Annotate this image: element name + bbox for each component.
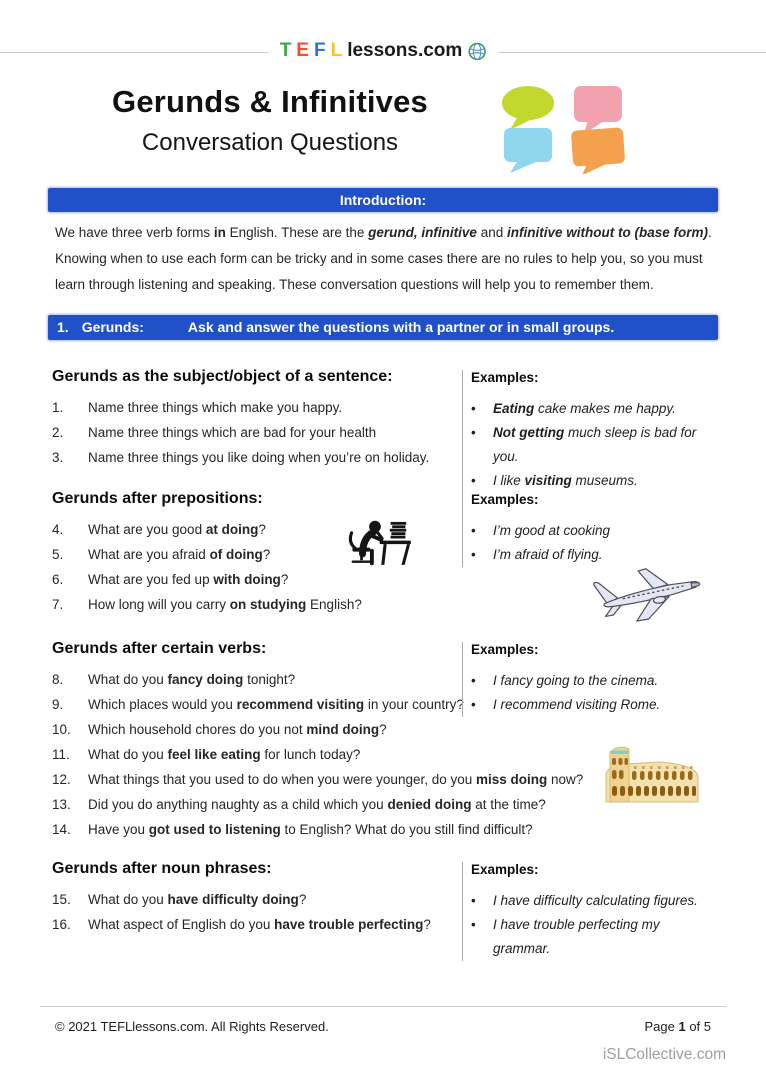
question-text: Name three things which are bad for your health — [88, 425, 377, 440]
example-text: Eating cake makes me happy. — [493, 401, 676, 416]
question-text: Which household chores do you not mind doing? — [88, 722, 387, 737]
bullet-icon: • — [471, 523, 476, 538]
example-text: I’m afraid of flying. — [493, 547, 603, 562]
examples-block — [462, 642, 714, 717]
bubble-orange-icon — [571, 127, 626, 174]
question-row — [52, 592, 456, 617]
question-row — [52, 817, 718, 842]
question-text: What do you have difficulty doing? — [88, 892, 307, 907]
content-area — [52, 368, 718, 956]
bullet-icon: • — [471, 473, 476, 488]
bullet-icon: • — [471, 917, 476, 932]
question-text: What aspect of English do you have trouble perfecting? — [88, 917, 431, 932]
question-number: 12. — [52, 772, 71, 787]
bullet-icon: • — [471, 401, 476, 416]
question-row — [52, 887, 456, 912]
bubble-pink-icon — [574, 86, 622, 134]
question-text: What are you fed up with doing? — [88, 572, 289, 587]
question-number: 15. — [52, 892, 71, 907]
activity-label: Gerunds: — [81, 319, 144, 335]
example-text: I’m good at cooking — [493, 523, 611, 538]
question-text: What things that you used to do when you were younger, do you miss doing now? — [88, 772, 584, 787]
bubble-lime-icon — [502, 86, 554, 130]
section-heading: Gerunds as the subject/object of a sentence: — [52, 368, 393, 385]
example-text: I have difficulty calculating figures. — [493, 893, 698, 908]
section-certain-verbs — [52, 640, 718, 842]
examples-label: Examples: — [471, 642, 539, 657]
studying-person-icon — [336, 514, 414, 572]
intro-text: We have three verb forms in English. These are the gerund, infinitive and infinitive without to (base form). Knowing when to use each form can be tricky and in some cases there are no rules to help you, so you must learn through listening and speaking. These conversation questions will help you to remember them. — [55, 225, 712, 292]
section-prepositions — [52, 490, 718, 617]
example-row — [471, 421, 714, 469]
question-number: 5. — [52, 547, 64, 562]
title-block — [55, 84, 485, 157]
question-text: Name three things which make you happy. — [88, 400, 343, 415]
section-subject-object — [52, 368, 718, 488]
question-text: What do you feel like eating for lunch today? — [88, 747, 361, 762]
examples-block — [462, 492, 714, 567]
examples-block — [462, 370, 714, 493]
speech-bubbles-icon — [498, 82, 633, 174]
question-text: What do you fancy doing tonight? — [88, 672, 296, 687]
question-number: 10. — [52, 722, 71, 737]
bullet-icon: • — [471, 697, 476, 712]
bubble-blue-icon — [504, 128, 552, 173]
activity-banner — [48, 315, 718, 340]
question-number: 6. — [52, 572, 64, 587]
example-row — [471, 889, 714, 913]
question-text: Name three things you like doing when you’re on holiday. — [88, 450, 430, 465]
section-heading: Gerunds after prepositions: — [52, 490, 263, 507]
question-number: 16. — [52, 917, 71, 932]
question-number: 2. — [52, 425, 64, 440]
example-text: I like visiting museums. — [493, 473, 638, 488]
example-text: I fancy going to the cinema. — [493, 673, 659, 688]
question-text: Have you got used to listening to English? What do you still find difficult? — [88, 822, 533, 837]
example-row — [471, 669, 714, 693]
section-heading: Gerunds after certain verbs: — [52, 640, 267, 657]
examples-label: Examples: — [471, 862, 539, 877]
logo-letter-t: T — [279, 40, 292, 61]
examples-label: Examples: — [471, 370, 539, 385]
question-text: Which places would you recommend visiting in your country? — [88, 697, 464, 712]
footer-copyright: © 2021 TEFLlessons.com. All Rights Reserved. — [55, 1019, 329, 1034]
example-text: I recommend visiting Rome. — [493, 697, 661, 712]
footer-page-number: Page 1 of 5 — [644, 1019, 711, 1034]
question-number: 13. — [52, 797, 71, 812]
question-number: 3. — [52, 450, 64, 465]
activity-instruction: Ask and answer the questions with a partner or in small groups. — [187, 319, 615, 335]
bullet-icon: • — [471, 893, 476, 908]
question-number: 11. — [52, 747, 70, 762]
example-row — [471, 397, 714, 421]
question-row — [52, 912, 456, 937]
question-text: What are you good at doing? — [88, 522, 266, 537]
bullet-icon: • — [471, 673, 476, 688]
question-number: 14. — [52, 822, 71, 837]
example-row — [471, 913, 714, 961]
site-logo — [268, 40, 499, 62]
question-number: 1. — [52, 400, 64, 415]
examples-block — [462, 862, 714, 961]
example-text: Not getting much sleep is bad for you. — [493, 425, 697, 464]
footer-divider — [40, 1006, 726, 1007]
logo-text: lessons.com — [347, 40, 463, 61]
question-text: How long will you carry on studying English? — [88, 597, 362, 612]
example-text: I have trouble perfecting my grammar. — [493, 917, 660, 956]
bullet-icon: • — [471, 547, 476, 562]
page-title: Gerunds & Infinitives — [112, 84, 428, 119]
airplane-icon — [592, 560, 712, 624]
question-row — [52, 395, 456, 420]
question-row — [52, 445, 456, 470]
question-text: Did you do anything naughty as a child which you denied doing at the time? — [88, 797, 546, 812]
question-number: 7. — [52, 597, 64, 612]
intro-banner: Introduction: — [48, 188, 718, 212]
question-text: What are you afraid of doing? — [88, 547, 271, 562]
example-row — [471, 693, 714, 717]
question-number: 8. — [52, 672, 64, 687]
logo-letter-l: L — [330, 40, 343, 61]
question-row — [52, 420, 456, 445]
colosseum-icon — [602, 732, 702, 804]
bullet-icon: • — [471, 425, 476, 440]
activity-number: 1. — [57, 319, 69, 335]
globe-icon — [467, 42, 486, 61]
section-heading: Gerunds after noun phrases: — [52, 860, 272, 877]
example-row — [471, 519, 714, 543]
logo-letter-f: F — [313, 40, 326, 61]
islcollective-watermark-link[interactable]: iSLCollective.com — [602, 1046, 726, 1063]
logo-letter-e: E — [296, 40, 309, 61]
question-number: 4. — [52, 522, 64, 537]
page-subtitle: Conversation Questions — [141, 129, 399, 156]
examples-label: Examples: — [471, 492, 539, 507]
question-number: 9. — [52, 697, 64, 712]
section-noun-phrases — [52, 860, 718, 956]
